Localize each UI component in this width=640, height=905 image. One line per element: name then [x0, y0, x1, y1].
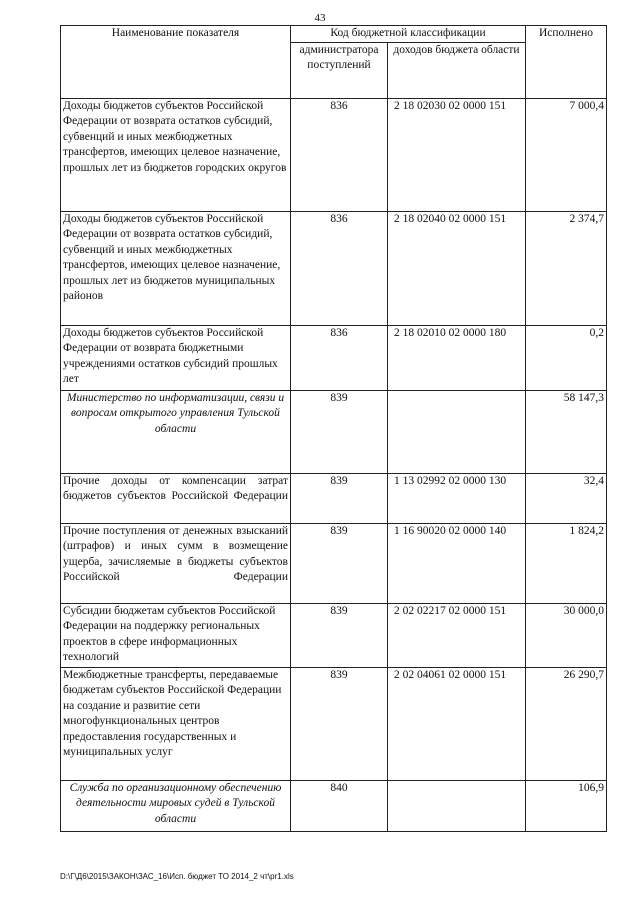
row-value: 30 000,0 — [526, 603, 607, 667]
row-value: 0,2 — [526, 325, 607, 390]
row-admin: 836 — [291, 98, 388, 211]
table-row — [61, 98, 607, 211]
row-admin: 836 — [291, 325, 388, 390]
table-row — [61, 325, 607, 390]
row-name: Межбюджетные трансферты, передаваемые бюджетам субъектов Российской Федерации на создание и развитие сети многофункциональных центров предоставления государственных и муниципальных услуг — [61, 667, 291, 780]
table-row — [61, 473, 607, 523]
row-name: Министерство по информатизации, связи и вопросам открытого управления Тульской области — [61, 390, 291, 473]
header-executed: Исполнено — [526, 26, 607, 99]
row-name: Прочие доходы от компенсации затрат бюджетов субъектов Российской Федерации — [61, 473, 291, 523]
row-code: 2 18 02010 02 0000 180 — [388, 325, 526, 390]
header-code-group: Код бюджетной классификации — [291, 26, 526, 43]
table-row — [61, 211, 607, 325]
row-admin: 839 — [291, 523, 388, 603]
table-row — [61, 390, 607, 473]
row-name: Служба по организационному обеспечению деятельности мировых судей в Тульской области — [61, 780, 291, 831]
row-admin: 839 — [291, 390, 388, 473]
table-row — [61, 603, 607, 667]
row-admin: 840 — [291, 780, 388, 831]
row-code: 2 18 02030 02 0000 151 — [388, 98, 526, 211]
row-value: 26 290,7 — [526, 667, 607, 780]
row-name: Субсидии бюджетам субъектов Российской Федерации на поддержку региональных проектов в сфере информационных технологий — [61, 603, 291, 667]
header-admin: администратора поступлений — [291, 42, 388, 98]
row-name: Доходы бюджетов субъектов Российской Федерации от возврата остатков субсидий, субвенций и иных межбюджетных трансфертов, имеющих целевое назначение, прошлых лет из бюджетов городских округов — [61, 98, 291, 211]
row-code: 1 13 02992 02 0000 130 — [388, 473, 526, 523]
page-number: 43 — [314, 12, 326, 24]
row-admin: 839 — [291, 603, 388, 667]
row-code — [388, 780, 526, 831]
row-value: 106,9 — [526, 780, 607, 831]
file-path-footer: D:\Г\Д6\2015\ЗАКОН\ЗАС_16\Исп. бюджет ТО 2014_2 чт\pr1.xls — [60, 872, 294, 881]
row-admin: 839 — [291, 667, 388, 780]
row-admin: 836 — [291, 211, 388, 325]
row-code: 2 18 02040 02 0000 151 — [388, 211, 526, 325]
row-code: 1 16 90020 02 0000 140 — [388, 523, 526, 603]
row-value: 1 824,2 — [526, 523, 607, 603]
table-row — [61, 667, 607, 780]
row-name: Доходы бюджетов субъектов Российской Федерации от возврата остатков субсидий, субвенций и иных межбюджетных трансфертов, имеющих целевое назначение, прошлых лет из бюджетов муниципальных районов — [61, 211, 291, 325]
row-value: 32,4 — [526, 473, 607, 523]
row-code: 2 02 02217 02 0000 151 — [388, 603, 526, 667]
row-code — [388, 390, 526, 473]
row-name: Доходы бюджетов субъектов Российской Федерации от возврата бюджетными учреждениями остатков субсидий прошлых лет — [61, 325, 291, 390]
header-income: доходов бюджета области — [388, 42, 526, 98]
row-name: Прочие поступления от денежных взысканий (штрафов) и иных сумм в возмещение ущерба, зачисляемые в бюджеты субъектов Российской Федерации — [61, 523, 291, 603]
table-row — [61, 523, 607, 603]
table-header-row — [61, 26, 607, 43]
row-value: 7 000,4 — [526, 98, 607, 211]
row-code: 2 02 04061 02 0000 151 — [388, 667, 526, 780]
table-row — [61, 780, 607, 831]
header-name: Наименование показателя — [61, 26, 291, 99]
row-admin: 839 — [291, 473, 388, 523]
budget-table — [60, 25, 607, 832]
row-value: 2 374,7 — [526, 211, 607, 325]
row-value: 58 147,3 — [526, 390, 607, 473]
